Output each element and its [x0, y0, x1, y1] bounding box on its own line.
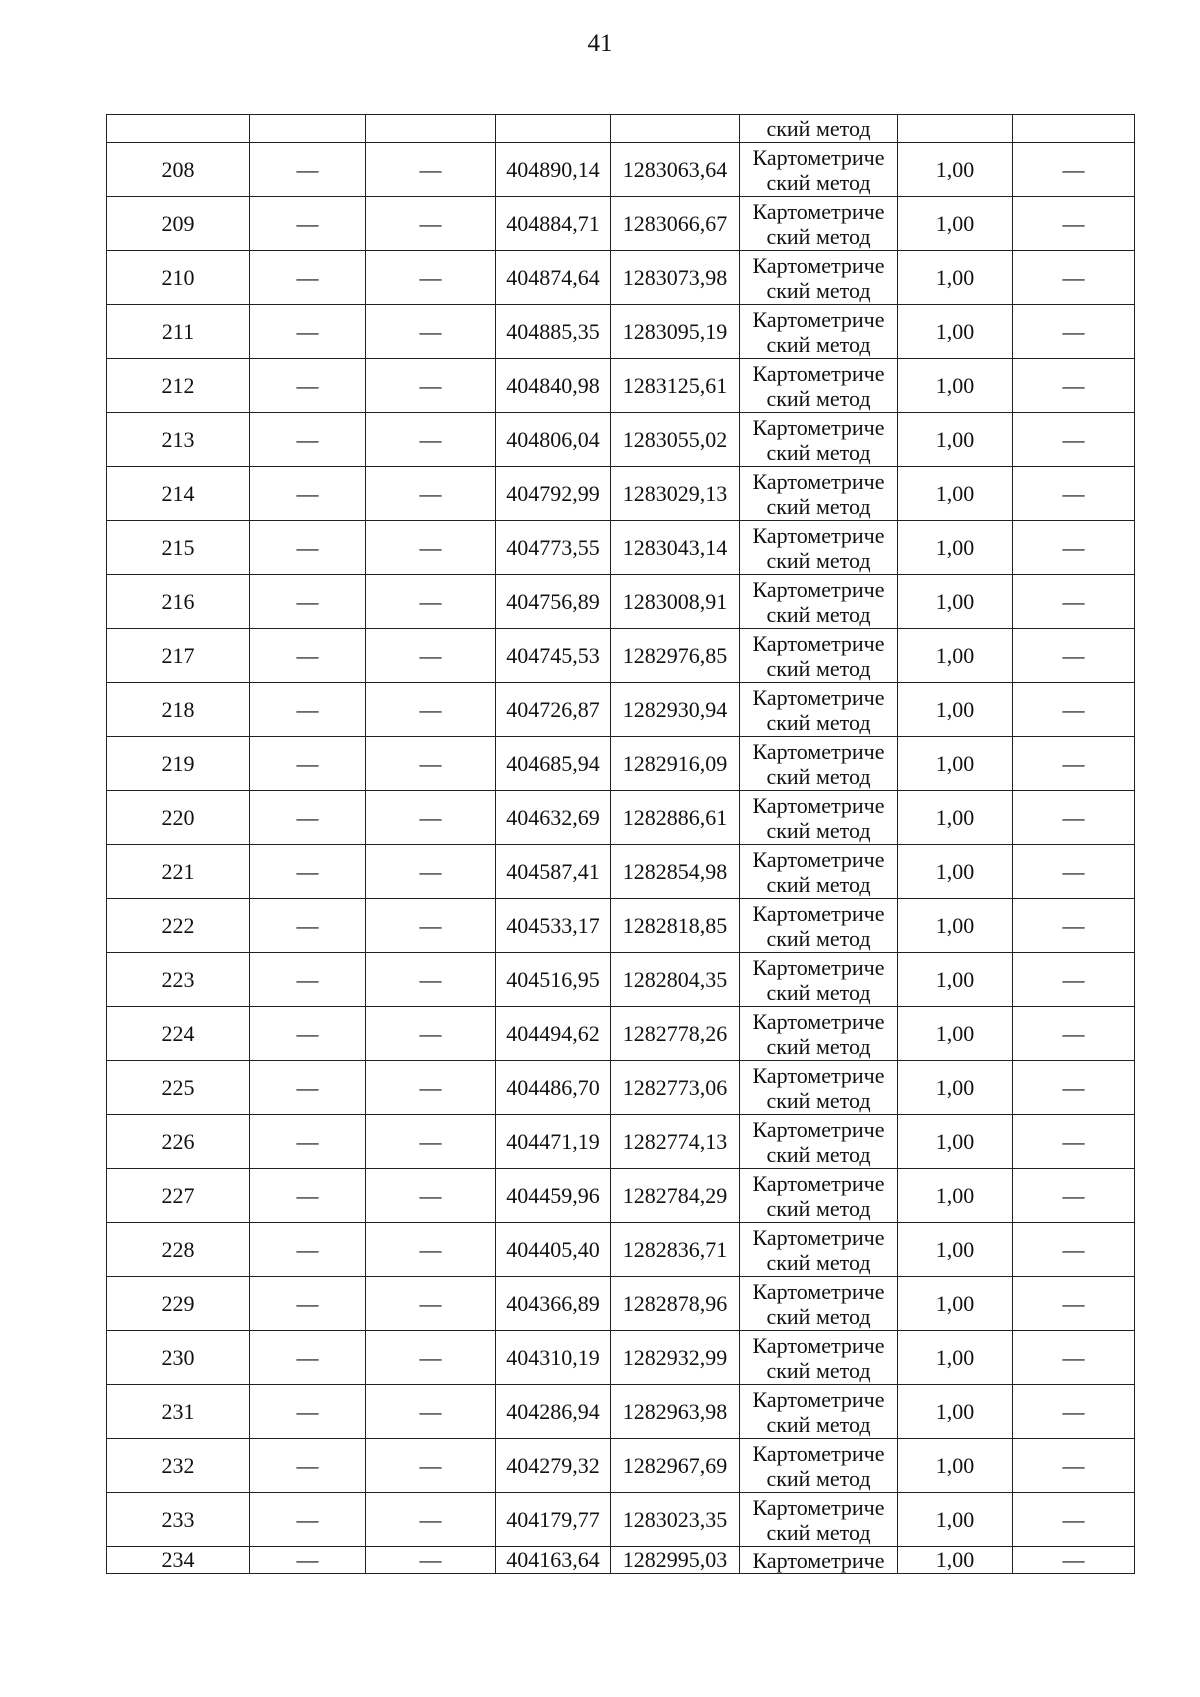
dash-cell: — [1013, 629, 1135, 683]
y-coordinate-cell: 1282774,13 [611, 1115, 740, 1169]
accuracy-cell: 1,00 [898, 1493, 1013, 1547]
y-coordinate-cell: 1282818,85 [611, 899, 740, 953]
x-coordinate-cell: 404310,19 [496, 1331, 611, 1385]
table-row [107, 575, 1135, 629]
dash-cell: — [1013, 1493, 1135, 1547]
accuracy-cell: 1,00 [898, 1223, 1013, 1277]
method-line-2: ский метод [766, 1465, 871, 1491]
y-coordinate-cell: 1282932,99 [611, 1331, 740, 1385]
method-line-2: ский метод [766, 601, 871, 627]
method-cell [740, 1223, 898, 1277]
y-coordinate-cell: 1282836,71 [611, 1223, 740, 1277]
method-line-1: Картометриче [752, 1224, 885, 1250]
point-number-cell: 210 [107, 251, 250, 305]
accuracy-cell: 1,00 [898, 1277, 1013, 1331]
dash-cell: — [366, 1277, 496, 1331]
dash-cell: — [366, 1385, 496, 1439]
method-cell [740, 143, 898, 197]
dash-cell: — [250, 359, 366, 413]
accuracy-cell: 1,00 [898, 1061, 1013, 1115]
method-cell [740, 737, 898, 791]
method-line-2: ский метод [766, 439, 871, 465]
coordinates-table [106, 114, 1135, 1574]
method-line-2: ский метод [766, 655, 871, 681]
dash-cell: — [250, 413, 366, 467]
y-coordinate-cell: 1282886,61 [611, 791, 740, 845]
point-number-cell: 234 [107, 1547, 250, 1574]
accuracy-cell: 1,00 [898, 197, 1013, 251]
y-coordinate-cell: 1283073,98 [611, 251, 740, 305]
method-line-2: ский метод [766, 169, 871, 195]
dash-cell: — [250, 1007, 366, 1061]
dash-cell: — [250, 1061, 366, 1115]
y-coordinate-cell: 1283066,67 [611, 197, 740, 251]
dash-cell: — [366, 1061, 496, 1115]
method-line-1: Картометриче [752, 414, 885, 440]
method-line-2: ский метод [766, 1141, 871, 1167]
x-coordinate-cell: 404745,53 [496, 629, 611, 683]
point-number-cell: 232 [107, 1439, 250, 1493]
method-line-2: ский метод [766, 223, 871, 249]
point-number-cell: 216 [107, 575, 250, 629]
point-number-cell: 215 [107, 521, 250, 575]
method-line-1: Картометриче [752, 954, 885, 980]
table-row [107, 1169, 1135, 1223]
accuracy-cell: 1,00 [898, 1169, 1013, 1223]
dash-cell: — [1013, 305, 1135, 359]
method-line-2: ский метод [766, 1249, 871, 1275]
method-line-2: ский метод [766, 1357, 871, 1383]
y-coordinate-cell: 1283029,13 [611, 467, 740, 521]
method-line-2: ский метод [766, 1195, 871, 1221]
accuracy-cell: 1,00 [898, 467, 1013, 521]
x-coordinate-cell: 404806,04 [496, 413, 611, 467]
dash-cell: — [366, 467, 496, 521]
method-line-2: ский метод [766, 1033, 871, 1059]
method-line-1: Картометриче [752, 1278, 885, 1304]
method-cell [740, 467, 898, 521]
dash-cell: — [1013, 845, 1135, 899]
y-coordinate-cell: 1283043,14 [611, 521, 740, 575]
y-coordinate-cell: 1282778,26 [611, 1007, 740, 1061]
dash-cell: — [366, 1169, 496, 1223]
dash-cell: — [1013, 953, 1135, 1007]
point-number-cell: 229 [107, 1277, 250, 1331]
method-line-1: Картометриче [752, 522, 885, 548]
dash-cell: — [250, 1439, 366, 1493]
method-line-2: ский метод [766, 1411, 871, 1437]
dash-cell: — [1013, 143, 1135, 197]
dash-cell: — [250, 467, 366, 521]
method-line-1: Картометриче [752, 630, 885, 656]
dash-cell: — [250, 1277, 366, 1331]
accuracy-cell: 1,00 [898, 1007, 1013, 1061]
table-row [107, 1061, 1135, 1115]
method-cell [740, 521, 898, 575]
accuracy-cell: 1,00 [898, 521, 1013, 575]
method-cell [740, 1277, 898, 1331]
method-cell [740, 1385, 898, 1439]
x-coordinate-cell: 404286,94 [496, 1385, 611, 1439]
dash-cell: — [1013, 359, 1135, 413]
method-cell [740, 197, 898, 251]
dash-cell: — [366, 251, 496, 305]
accuracy-cell: 1,00 [898, 683, 1013, 737]
dash-cell: — [366, 1223, 496, 1277]
dash-cell: — [366, 1331, 496, 1385]
x-coordinate-cell: 404516,95 [496, 953, 611, 1007]
dash-cell: — [1013, 197, 1135, 251]
point-number-cell: 211 [107, 305, 250, 359]
table-row [107, 359, 1135, 413]
dash-cell: — [1013, 1547, 1135, 1574]
table-row [107, 845, 1135, 899]
dash-cell: — [366, 683, 496, 737]
method-line-2: ский метод [766, 385, 871, 411]
accuracy-cell: 1,00 [898, 1385, 1013, 1439]
dash-cell: — [366, 1439, 496, 1493]
accuracy-cell: 1,00 [898, 791, 1013, 845]
method-cell [740, 305, 898, 359]
method-cell [740, 683, 898, 737]
x-coordinate-cell: 404533,17 [496, 899, 611, 953]
dash-cell: — [250, 305, 366, 359]
method-line-2: ский метод [766, 277, 871, 303]
point-number-cell: 231 [107, 1385, 250, 1439]
method-line-2: ский метод [766, 871, 871, 897]
accuracy-cell: 1,00 [898, 629, 1013, 683]
dash-cell: — [1013, 1277, 1135, 1331]
dash-cell: — [250, 575, 366, 629]
point-number-cell: 218 [107, 683, 250, 737]
table-row [107, 115, 1135, 143]
dash-cell: — [366, 629, 496, 683]
table-row [107, 953, 1135, 1007]
method-line-1: Картометриче [752, 144, 885, 170]
x-coordinate-cell: 404494,62 [496, 1007, 611, 1061]
table-row [107, 197, 1135, 251]
dash-cell: — [1013, 683, 1135, 737]
method-line-1: Картометриче [752, 1116, 885, 1142]
dash-cell: — [1013, 1331, 1135, 1385]
dash-cell: — [366, 305, 496, 359]
dash-cell: — [366, 1115, 496, 1169]
method-line-1: Картометриче [752, 1062, 885, 1088]
method-line-2: ский метод [766, 979, 871, 1005]
method-line-1: Картометриче [752, 792, 885, 818]
dash-cell: — [250, 629, 366, 683]
point-number-cell: 219 [107, 737, 250, 791]
dash-cell: — [250, 197, 366, 251]
table-row [107, 1493, 1135, 1547]
point-number-cell: 212 [107, 359, 250, 413]
dash-cell: — [366, 359, 496, 413]
method-line-2: ский метод [766, 709, 871, 735]
method-cell [740, 845, 898, 899]
method-cell: Картометриче [740, 1547, 898, 1574]
method-line-1: Картометриче [752, 252, 885, 278]
method-line-1: Картометриче [752, 468, 885, 494]
dash-cell: — [366, 1547, 496, 1574]
method-line-1: Картометриче [752, 360, 885, 386]
point-number-cell: 230 [107, 1331, 250, 1385]
point-number-cell: 228 [107, 1223, 250, 1277]
dash-cell: — [250, 899, 366, 953]
dash-cell: — [1013, 899, 1135, 953]
method-line-1: Картометриче [752, 1008, 885, 1034]
method-cell [740, 953, 898, 1007]
accuracy-cell: 1,00 [898, 737, 1013, 791]
accuracy-cell: 1,00 [898, 1439, 1013, 1493]
y-coordinate-cell: 1282854,98 [611, 845, 740, 899]
table-row [107, 467, 1135, 521]
x-coordinate-cell: 404884,71 [496, 197, 611, 251]
table-row [107, 251, 1135, 305]
dash-cell: — [1013, 1169, 1135, 1223]
x-coordinate-cell: 404840,98 [496, 359, 611, 413]
dash-cell: — [1013, 413, 1135, 467]
method-cell [740, 251, 898, 305]
accuracy-cell: 1,00 [898, 899, 1013, 953]
dash-cell: — [366, 845, 496, 899]
y-coordinate-cell: 1282967,69 [611, 1439, 740, 1493]
x-coordinate-cell: 404885,35 [496, 305, 611, 359]
method-line-1: Картометриче [752, 1386, 885, 1412]
method-line-1: Картометриче [752, 1440, 885, 1466]
y-coordinate-cell: 1282773,06 [611, 1061, 740, 1115]
table-row [107, 1223, 1135, 1277]
method-line-1: Картометриче [752, 306, 885, 332]
method-cell: ский метод [740, 115, 898, 143]
y-coordinate-cell: 1282804,35 [611, 953, 740, 1007]
x-coordinate-cell: 404279,32 [496, 1439, 611, 1493]
dash-cell: — [250, 845, 366, 899]
page-number: 41 [587, 30, 613, 57]
method-line-1: Картометриче [752, 576, 885, 602]
dash-cell: — [1013, 1439, 1135, 1493]
dash-cell: — [366, 1493, 496, 1547]
point-number-cell: 224 [107, 1007, 250, 1061]
x-coordinate-cell: 404890,14 [496, 143, 611, 197]
point-number-cell: 225 [107, 1061, 250, 1115]
point-number-cell: 213 [107, 413, 250, 467]
method-cell [740, 1439, 898, 1493]
table-row [107, 737, 1135, 791]
method-line-2: ский метод [766, 763, 871, 789]
accuracy-cell: 1,00 [898, 953, 1013, 1007]
dash-cell: — [1013, 521, 1135, 575]
point-number-cell: 208 [107, 143, 250, 197]
method-cell [740, 1115, 898, 1169]
point-number-cell: 227 [107, 1169, 250, 1223]
method-cell [740, 359, 898, 413]
method-line-1: Картометриче [752, 846, 885, 872]
method-cell [740, 1061, 898, 1115]
dash-cell: — [250, 521, 366, 575]
dash-cell: — [366, 143, 496, 197]
table-row [107, 305, 1135, 359]
table-row [107, 629, 1135, 683]
y-coordinate-cell: 1282878,96 [611, 1277, 740, 1331]
x-coordinate-cell: 404366,89 [496, 1277, 611, 1331]
method-line-1: Картометриче [752, 1494, 885, 1520]
table-row [107, 1277, 1135, 1331]
method-line-2: ский метод [766, 331, 871, 357]
y-coordinate-cell: 1282916,09 [611, 737, 740, 791]
method-cell [740, 629, 898, 683]
dash-cell: — [1013, 791, 1135, 845]
point-number-cell: 226 [107, 1115, 250, 1169]
x-coordinate-cell: 404179,77 [496, 1493, 611, 1547]
dash-cell: — [250, 1169, 366, 1223]
method-cell [740, 1007, 898, 1061]
x-coordinate-cell: 404726,87 [496, 683, 611, 737]
method-line-1: Картометриче [752, 684, 885, 710]
x-coordinate-cell: 404405,40 [496, 1223, 611, 1277]
dash-cell: — [250, 143, 366, 197]
y-coordinate-cell: 1283095,19 [611, 305, 740, 359]
method-line-1: Картометриче [752, 900, 885, 926]
method-cell [740, 899, 898, 953]
accuracy-cell: 1,00 [898, 845, 1013, 899]
dash-cell: — [366, 899, 496, 953]
dash-cell: — [366, 521, 496, 575]
dash-cell: — [250, 251, 366, 305]
dash-cell: — [1013, 1385, 1135, 1439]
accuracy-cell: 1,00 [898, 251, 1013, 305]
x-coordinate-cell: 404874,64 [496, 251, 611, 305]
dash-cell: — [366, 791, 496, 845]
y-coordinate-cell: 1282995,03 [611, 1547, 740, 1574]
method-line-2: ский метод [766, 547, 871, 573]
x-coordinate-cell: 404163,64 [496, 1547, 611, 1574]
table-row [107, 1115, 1135, 1169]
table-row [107, 143, 1135, 197]
x-coordinate-cell: 404792,99 [496, 467, 611, 521]
dash-cell: — [1013, 737, 1135, 791]
dash-cell: — [1013, 575, 1135, 629]
x-coordinate-cell: 404486,70 [496, 1061, 611, 1115]
table-row [107, 683, 1135, 737]
method-cell [740, 1169, 898, 1223]
dash-cell: — [366, 413, 496, 467]
y-coordinate-cell: 1283008,91 [611, 575, 740, 629]
method-line-2: ский метод [766, 1519, 871, 1545]
point-number-cell: 223 [107, 953, 250, 1007]
dash-cell: — [366, 575, 496, 629]
method-line-2: ский метод [766, 1087, 871, 1113]
method-cell [740, 1493, 898, 1547]
method-cell [740, 1331, 898, 1385]
x-coordinate-cell: 404459,96 [496, 1169, 611, 1223]
y-coordinate-cell: 1283063,64 [611, 143, 740, 197]
method-line-2: ский метод [766, 817, 871, 843]
method-cell [740, 575, 898, 629]
dash-cell: — [1013, 1061, 1135, 1115]
dash-cell: — [366, 1007, 496, 1061]
accuracy-cell: 1,00 [898, 359, 1013, 413]
method-line-1: Картометриче [752, 1332, 885, 1358]
dash-cell: — [1013, 1115, 1135, 1169]
dash-cell: — [250, 953, 366, 1007]
dash-cell: — [250, 791, 366, 845]
method-cell [740, 791, 898, 845]
method-line-2: ский метод [766, 1303, 871, 1329]
x-coordinate-cell: 404685,94 [496, 737, 611, 791]
y-coordinate-cell: 1282930,94 [611, 683, 740, 737]
dash-cell: — [250, 1493, 366, 1547]
x-coordinate-cell: 404587,41 [496, 845, 611, 899]
y-coordinate-cell: 1282976,85 [611, 629, 740, 683]
point-number-cell: 233 [107, 1493, 250, 1547]
point-number-cell: 214 [107, 467, 250, 521]
accuracy-cell: 1,00 [898, 143, 1013, 197]
point-number-cell: 221 [107, 845, 250, 899]
x-coordinate-cell: 404471,19 [496, 1115, 611, 1169]
table-row [107, 1385, 1135, 1439]
y-coordinate-cell: 1282784,29 [611, 1169, 740, 1223]
y-coordinate-cell: 1283023,35 [611, 1493, 740, 1547]
table-row [107, 1007, 1135, 1061]
dash-cell: — [250, 737, 366, 791]
table-row [107, 1547, 1135, 1574]
table-row [107, 413, 1135, 467]
accuracy-cell: 1,00 [898, 305, 1013, 359]
accuracy-cell: 1,00 [898, 1547, 1013, 1574]
dash-cell: — [1013, 1223, 1135, 1277]
dash-cell: — [366, 737, 496, 791]
point-number-cell: 222 [107, 899, 250, 953]
dash-cell: — [250, 683, 366, 737]
dash-cell: — [1013, 251, 1135, 305]
table-row [107, 1439, 1135, 1493]
dash-cell: — [1013, 467, 1135, 521]
accuracy-cell: 1,00 [898, 575, 1013, 629]
method-line-1: Картометриче [752, 738, 885, 764]
x-coordinate-cell: 404632,69 [496, 791, 611, 845]
method-line-2: ский метод [766, 925, 871, 951]
accuracy-cell: 1,00 [898, 1115, 1013, 1169]
x-coordinate-cell: 404773,55 [496, 521, 611, 575]
table-row [107, 521, 1135, 575]
dash-cell: — [250, 1331, 366, 1385]
method-line-2: ский метод [766, 493, 871, 519]
y-coordinate-cell: 1283055,02 [611, 413, 740, 467]
y-coordinate-cell: 1283125,61 [611, 359, 740, 413]
point-number-cell: 220 [107, 791, 250, 845]
dash-cell: — [250, 1223, 366, 1277]
table-row [107, 1331, 1135, 1385]
table-row [107, 899, 1135, 953]
accuracy-cell: 1,00 [898, 413, 1013, 467]
table-row [107, 791, 1135, 845]
dash-cell: — [250, 1385, 366, 1439]
method-cell [740, 413, 898, 467]
dash-cell: — [250, 1547, 366, 1574]
point-number-cell: 217 [107, 629, 250, 683]
dash-cell: — [1013, 1007, 1135, 1061]
dash-cell: — [366, 953, 496, 1007]
dash-cell: — [366, 197, 496, 251]
point-number-cell: 209 [107, 197, 250, 251]
dash-cell: — [250, 1115, 366, 1169]
method-line-1: Картометриче [752, 1170, 885, 1196]
x-coordinate-cell: 404756,89 [496, 575, 611, 629]
method-line-1: Картометриче [752, 198, 885, 224]
y-coordinate-cell: 1282963,98 [611, 1385, 740, 1439]
accuracy-cell: 1,00 [898, 1331, 1013, 1385]
